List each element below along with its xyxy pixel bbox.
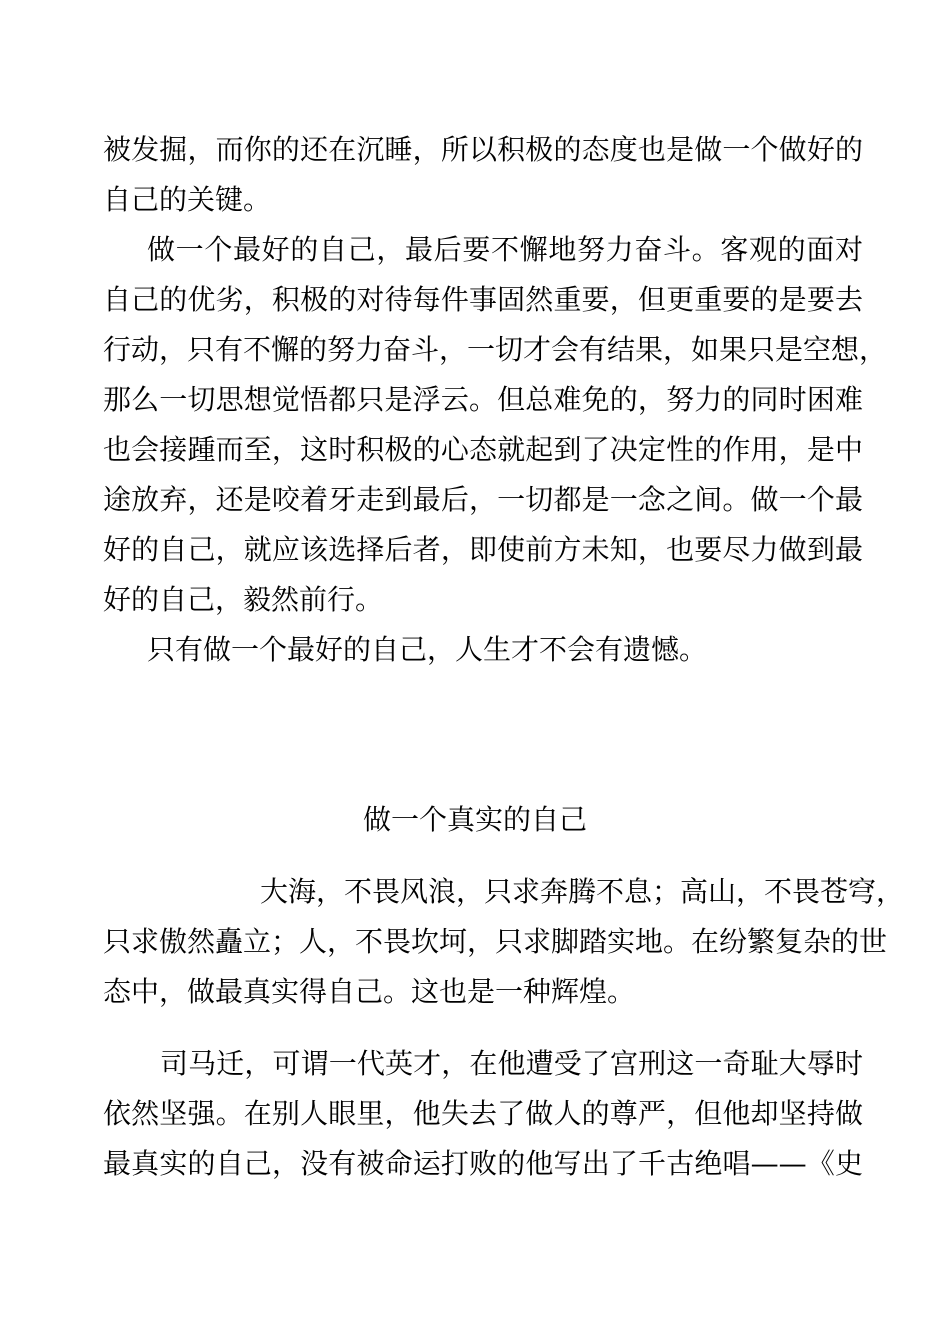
paragraph-line: 也会接踵而至，这时积极的心态就起到了决定性的作用，是中 xyxy=(103,433,863,466)
paragraph-line: 自己的关键。 xyxy=(103,183,272,216)
paragraph-line: 做一个最好的自己，最后要不懈地努力奋斗。客观的面对 xyxy=(147,233,863,266)
paragraph-line: 最真实的自己，没有被命运打败的他写出了千古绝唱——《史 xyxy=(103,1147,863,1180)
paragraph-line: 好的自己，就应该选择后者，即使前方未知，也要尽力做到最 xyxy=(103,533,863,566)
paragraph-line: 只有做一个最好的自己，人生才不会有遗憾。 xyxy=(147,633,708,666)
paragraph-line: 好的自己，毅然前行。 xyxy=(103,583,384,616)
paragraph-line: 大海，不畏风浪，只求奔腾不息；高山，不畏苍穹， xyxy=(260,875,905,908)
paragraph-line: 只求傲然矗立；人，不畏坎坷，只求脚踏实地。在纷繁复杂的世 xyxy=(103,925,888,958)
paragraph-line: 自己的优劣，积极的对待每件事固然重要，但更重要的是要去 xyxy=(103,283,863,316)
paragraph-line: 途放弃，还是咬着牙走到最后，一切都是一念之间。做一个最 xyxy=(103,483,863,516)
paragraph-line: 态中，做最真实得自己。这也是一种辉煌。 xyxy=(103,975,636,1008)
paragraph-line: 行动，只有不懈的努力奋斗，一切才会有结果，如果只是空想， xyxy=(103,333,888,366)
paragraph-line: 司马迁，可谓一代英才，在他遭受了宫刑这一奇耻大辱时 xyxy=(160,1047,863,1080)
essay-title: 做一个真实的自己 xyxy=(362,803,587,836)
paragraph-line: 被发掘，而你的还在沉睡，所以积极的态度也是做一个做好的 xyxy=(103,133,863,166)
paragraph-line: 依然坚强。在别人眼里，他失去了做人的尊严，但他却坚持做 xyxy=(103,1097,863,1130)
paragraph-line: 那么一切思想觉悟都只是浮云。但总难免的，努力的同时困难 xyxy=(103,383,863,416)
